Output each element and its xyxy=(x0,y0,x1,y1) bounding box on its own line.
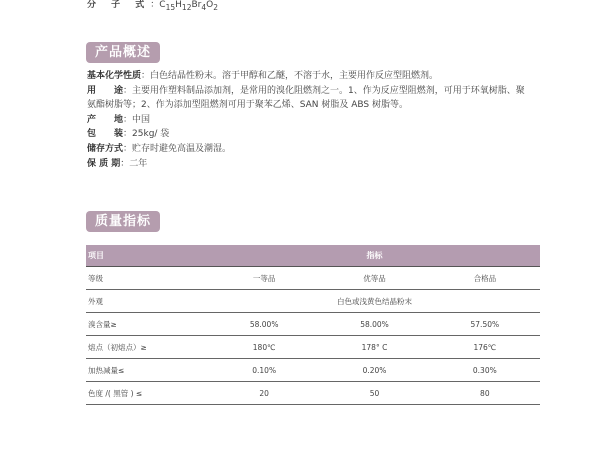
table-cell: 熔点（初熔点）≥ xyxy=(86,336,209,359)
table-row xyxy=(86,336,540,359)
table-cell: 180℃ xyxy=(209,336,319,359)
table-cell: 等级 xyxy=(86,267,209,290)
table-cell: 0.10% xyxy=(209,359,319,382)
table-row xyxy=(86,290,540,313)
table-cell: 加热减量≤ xyxy=(86,359,209,382)
table-cell: 外观 xyxy=(86,290,209,313)
table-cell: 色度 /( 黑管 ) ≤ xyxy=(86,382,209,405)
table-cell: 20 xyxy=(209,382,319,405)
overview-heading: 产品概述 xyxy=(86,42,160,63)
formula-value: $C_{15}H_{12}Br_4O_2$ xyxy=(159,0,218,12)
property-label: 产 地 xyxy=(87,114,124,125)
molecular-formula xyxy=(87,0,218,12)
property-label: 用 途 xyxy=(87,85,124,96)
table-cell: 58.00% xyxy=(319,313,429,336)
property-value: 白色结晶性粉末。溶于甲醇和乙醚，不溶于水，主要用作反应型阻燃剂。 xyxy=(150,71,439,81)
property-label: 包 装 xyxy=(87,129,124,140)
table-cell: 178° C xyxy=(319,336,429,359)
property-value: 25kg/ 袋 xyxy=(132,129,170,140)
property-value: 主要用作塑料制品添加剂，是常用的溴化阻燃剂之一。1、作为反应型阻燃剂，可用于环氧树脂、聚氨酯树脂等；2、作为添加型阻燃剂可用于聚苯乙烯、SAN 树脂及 ABS 树脂等。 xyxy=(87,85,525,111)
table-cell: 58.00% xyxy=(209,313,319,336)
property-value: 中国 xyxy=(132,114,151,125)
product-properties xyxy=(87,69,527,171)
property-label: 基本化学性质 xyxy=(87,71,142,81)
property-item: 保 质 期：二年 xyxy=(87,158,148,169)
table-cell: 50 xyxy=(319,382,429,405)
table-row xyxy=(86,267,540,290)
table-cell: 0.20% xyxy=(319,359,429,382)
property-label: 保 质 期 xyxy=(87,158,121,169)
table-row xyxy=(86,313,540,336)
property-item: 用 途：主要用作塑料制品添加剂，是常用的溴化阻燃剂之一。1、作为反应型阻燃剂，可用于环氧树脂、聚氨酯树脂等；2、作为添加型阻燃剂可用于聚苯乙烯、SAN 树脂及 ABS 树脂等。 xyxy=(87,85,525,111)
table-cell: 57.50% xyxy=(430,313,540,336)
table-cell: 合格品 xyxy=(430,267,540,290)
header-item: 项目 xyxy=(86,245,209,267)
quality-table xyxy=(86,245,540,405)
table-cell: 176℃ xyxy=(430,336,540,359)
table-cell: 一等品 xyxy=(209,267,319,290)
property-item: 产 地：中国 xyxy=(87,114,151,125)
property-item: 包 装：25kg/ 袋 xyxy=(87,129,170,140)
table-cell: 白色或浅黄色结晶粉末 xyxy=(209,290,540,313)
table-cell: 溴含量≥ xyxy=(86,313,209,336)
table-cell: 80 xyxy=(430,382,540,405)
header-spec: 指标 xyxy=(209,245,540,267)
property-label: 储存方式 xyxy=(87,143,124,154)
table-cell: 0.30% xyxy=(430,359,540,382)
property-value: 贮存时避免高温及潮湿。 xyxy=(132,143,232,154)
formula-label: 分 子 式 xyxy=(87,0,151,10)
table-cell: 优等品 xyxy=(319,267,429,290)
quality-heading: 质量指标 xyxy=(86,211,160,232)
property-item: 基本化学性质：白色结晶性粉末。溶于甲醇和乙醚，不溶于水，主要用作反应型阻燃剂。 xyxy=(87,71,439,81)
table-row xyxy=(86,359,540,382)
table-row xyxy=(86,382,540,405)
property-item: 储存方式：贮存时避免高温及潮湿。 xyxy=(87,143,232,154)
sep: ： xyxy=(150,0,160,10)
property-value: 二年 xyxy=(129,158,148,169)
